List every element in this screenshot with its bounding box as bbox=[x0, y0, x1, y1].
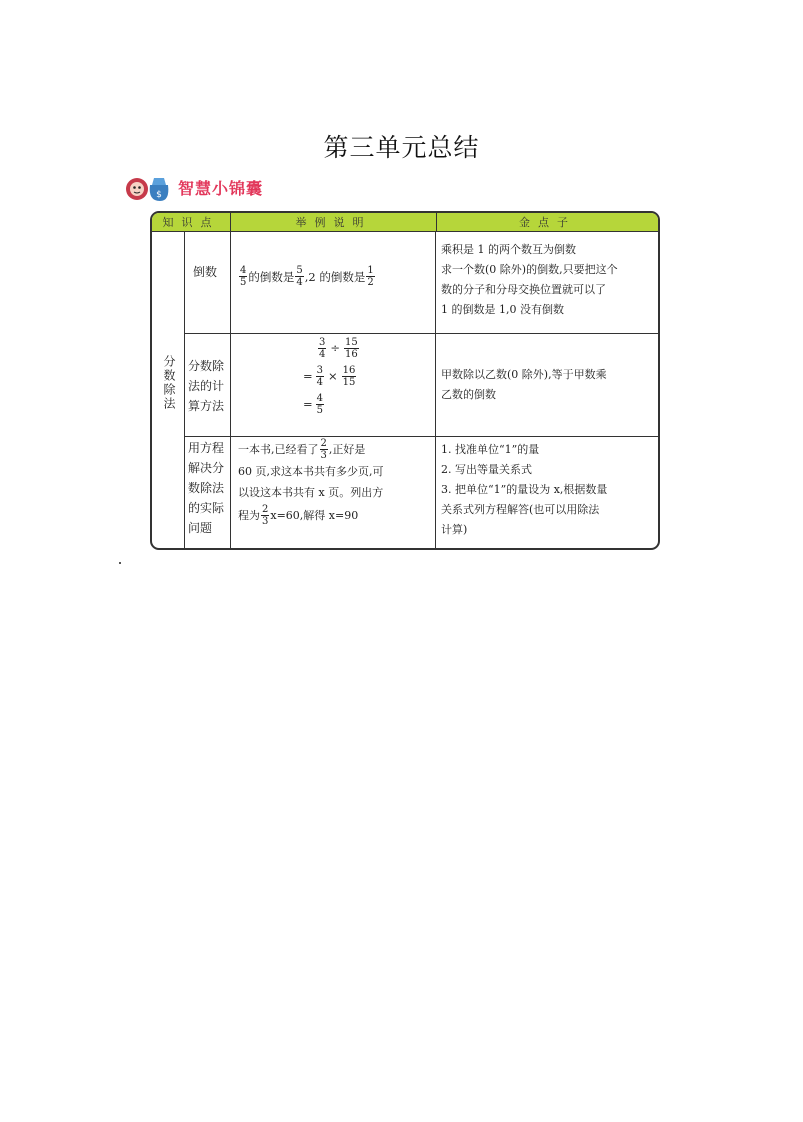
fraction: $\frac{15}{16}$ bbox=[345, 336, 358, 360]
fraction: $\frac{3}{4}$ bbox=[316, 364, 324, 388]
fraction: $\frac{3}{4}$ bbox=[319, 336, 326, 360]
tip-line: 3. 把单位“1”的量设为 x,根据数量 bbox=[441, 483, 608, 496]
tip-line: 乘积是 1 的两个数互为倒数 bbox=[441, 243, 576, 256]
tip-line: 1. 找准单位“1”的量 bbox=[441, 443, 540, 456]
table-header bbox=[152, 213, 658, 232]
example-reciprocal bbox=[238, 265, 438, 288]
header-knowledge: 知识点 bbox=[152, 213, 231, 231]
fraction: $\frac{5}{4}$ bbox=[296, 265, 303, 288]
grid-line bbox=[184, 231, 185, 550]
example-text: 程为 bbox=[238, 508, 260, 522]
tip-line: 计算) bbox=[441, 523, 468, 536]
tip-line: 1 的倒数是 1,0 没有倒数 bbox=[441, 303, 564, 316]
tip-line: 乙数的倒数 bbox=[441, 388, 496, 401]
section-title: 智慧小锦囊 bbox=[178, 178, 264, 198]
topic-division-method: 分数除法的计算方法 bbox=[188, 359, 225, 413]
example-equation bbox=[238, 437, 430, 527]
example-text: x=60,解得 x=90 bbox=[270, 508, 359, 522]
section-header bbox=[124, 170, 263, 204]
fraction: $\frac{4}{5}$ bbox=[316, 392, 324, 416]
example-line bbox=[238, 503, 430, 527]
header-tips: 金点子 bbox=[519, 216, 576, 229]
equation-line bbox=[300, 390, 430, 418]
example-text: 一本书,已经看了 bbox=[238, 442, 319, 456]
example-line: 以设这本书共有 x 页。列出方 bbox=[238, 486, 384, 499]
fraction: $\frac{4}{5}$ bbox=[240, 265, 247, 288]
operator: = bbox=[303, 369, 313, 383]
fraction: $\frac{1}{2}$ bbox=[367, 265, 374, 288]
example-text: ,正好是 bbox=[328, 442, 366, 456]
topic-equation-problem: 用方程解决分数除法的实际问题 bbox=[188, 441, 225, 535]
operator: × bbox=[328, 369, 338, 383]
stray-dot bbox=[119, 562, 121, 564]
header-example: 举例说明 bbox=[231, 213, 437, 231]
operator: = bbox=[303, 397, 313, 411]
category-label: 分数除法 bbox=[162, 355, 176, 411]
example-text: ,2 的倒数是 bbox=[304, 269, 366, 284]
example-division bbox=[300, 334, 430, 418]
topic-reciprocal-label: 倒数 bbox=[193, 265, 218, 279]
example-line bbox=[238, 437, 430, 461]
tip-line: 求一个数(0 除外)的倒数,只要把这个 bbox=[441, 263, 618, 276]
tip-line: 关系式列方程解答(也可以用除法 bbox=[441, 503, 600, 516]
spacer bbox=[164, 213, 165, 214]
tip-line: 2. 写出等量关系式 bbox=[441, 463, 532, 476]
tips-equation bbox=[441, 440, 657, 540]
mascot-bag-icon bbox=[124, 171, 172, 203]
fraction: $\frac{16}{15}$ bbox=[342, 364, 356, 388]
fraction: $\frac{2}{3}$ bbox=[320, 437, 327, 461]
fraction: $\frac{2}{3}$ bbox=[262, 503, 269, 527]
example-line: 60 页,求这本书共有多少页,可 bbox=[238, 465, 384, 478]
equation-line bbox=[300, 362, 430, 390]
svg-text:$: $ bbox=[156, 190, 162, 200]
tips-reciprocal bbox=[441, 240, 657, 320]
page-title: 第三单元总结 bbox=[323, 133, 480, 162]
equation-line bbox=[300, 334, 430, 362]
tip-line: 甲数除以乙数(0 除外),等于甲数乘 bbox=[441, 368, 607, 381]
tip-line: 数的分子和分母交换位置就可以了 bbox=[441, 283, 606, 296]
example-text: 的倒数是 bbox=[248, 269, 295, 284]
tips-division bbox=[441, 365, 657, 405]
operator: ÷ bbox=[330, 341, 341, 355]
